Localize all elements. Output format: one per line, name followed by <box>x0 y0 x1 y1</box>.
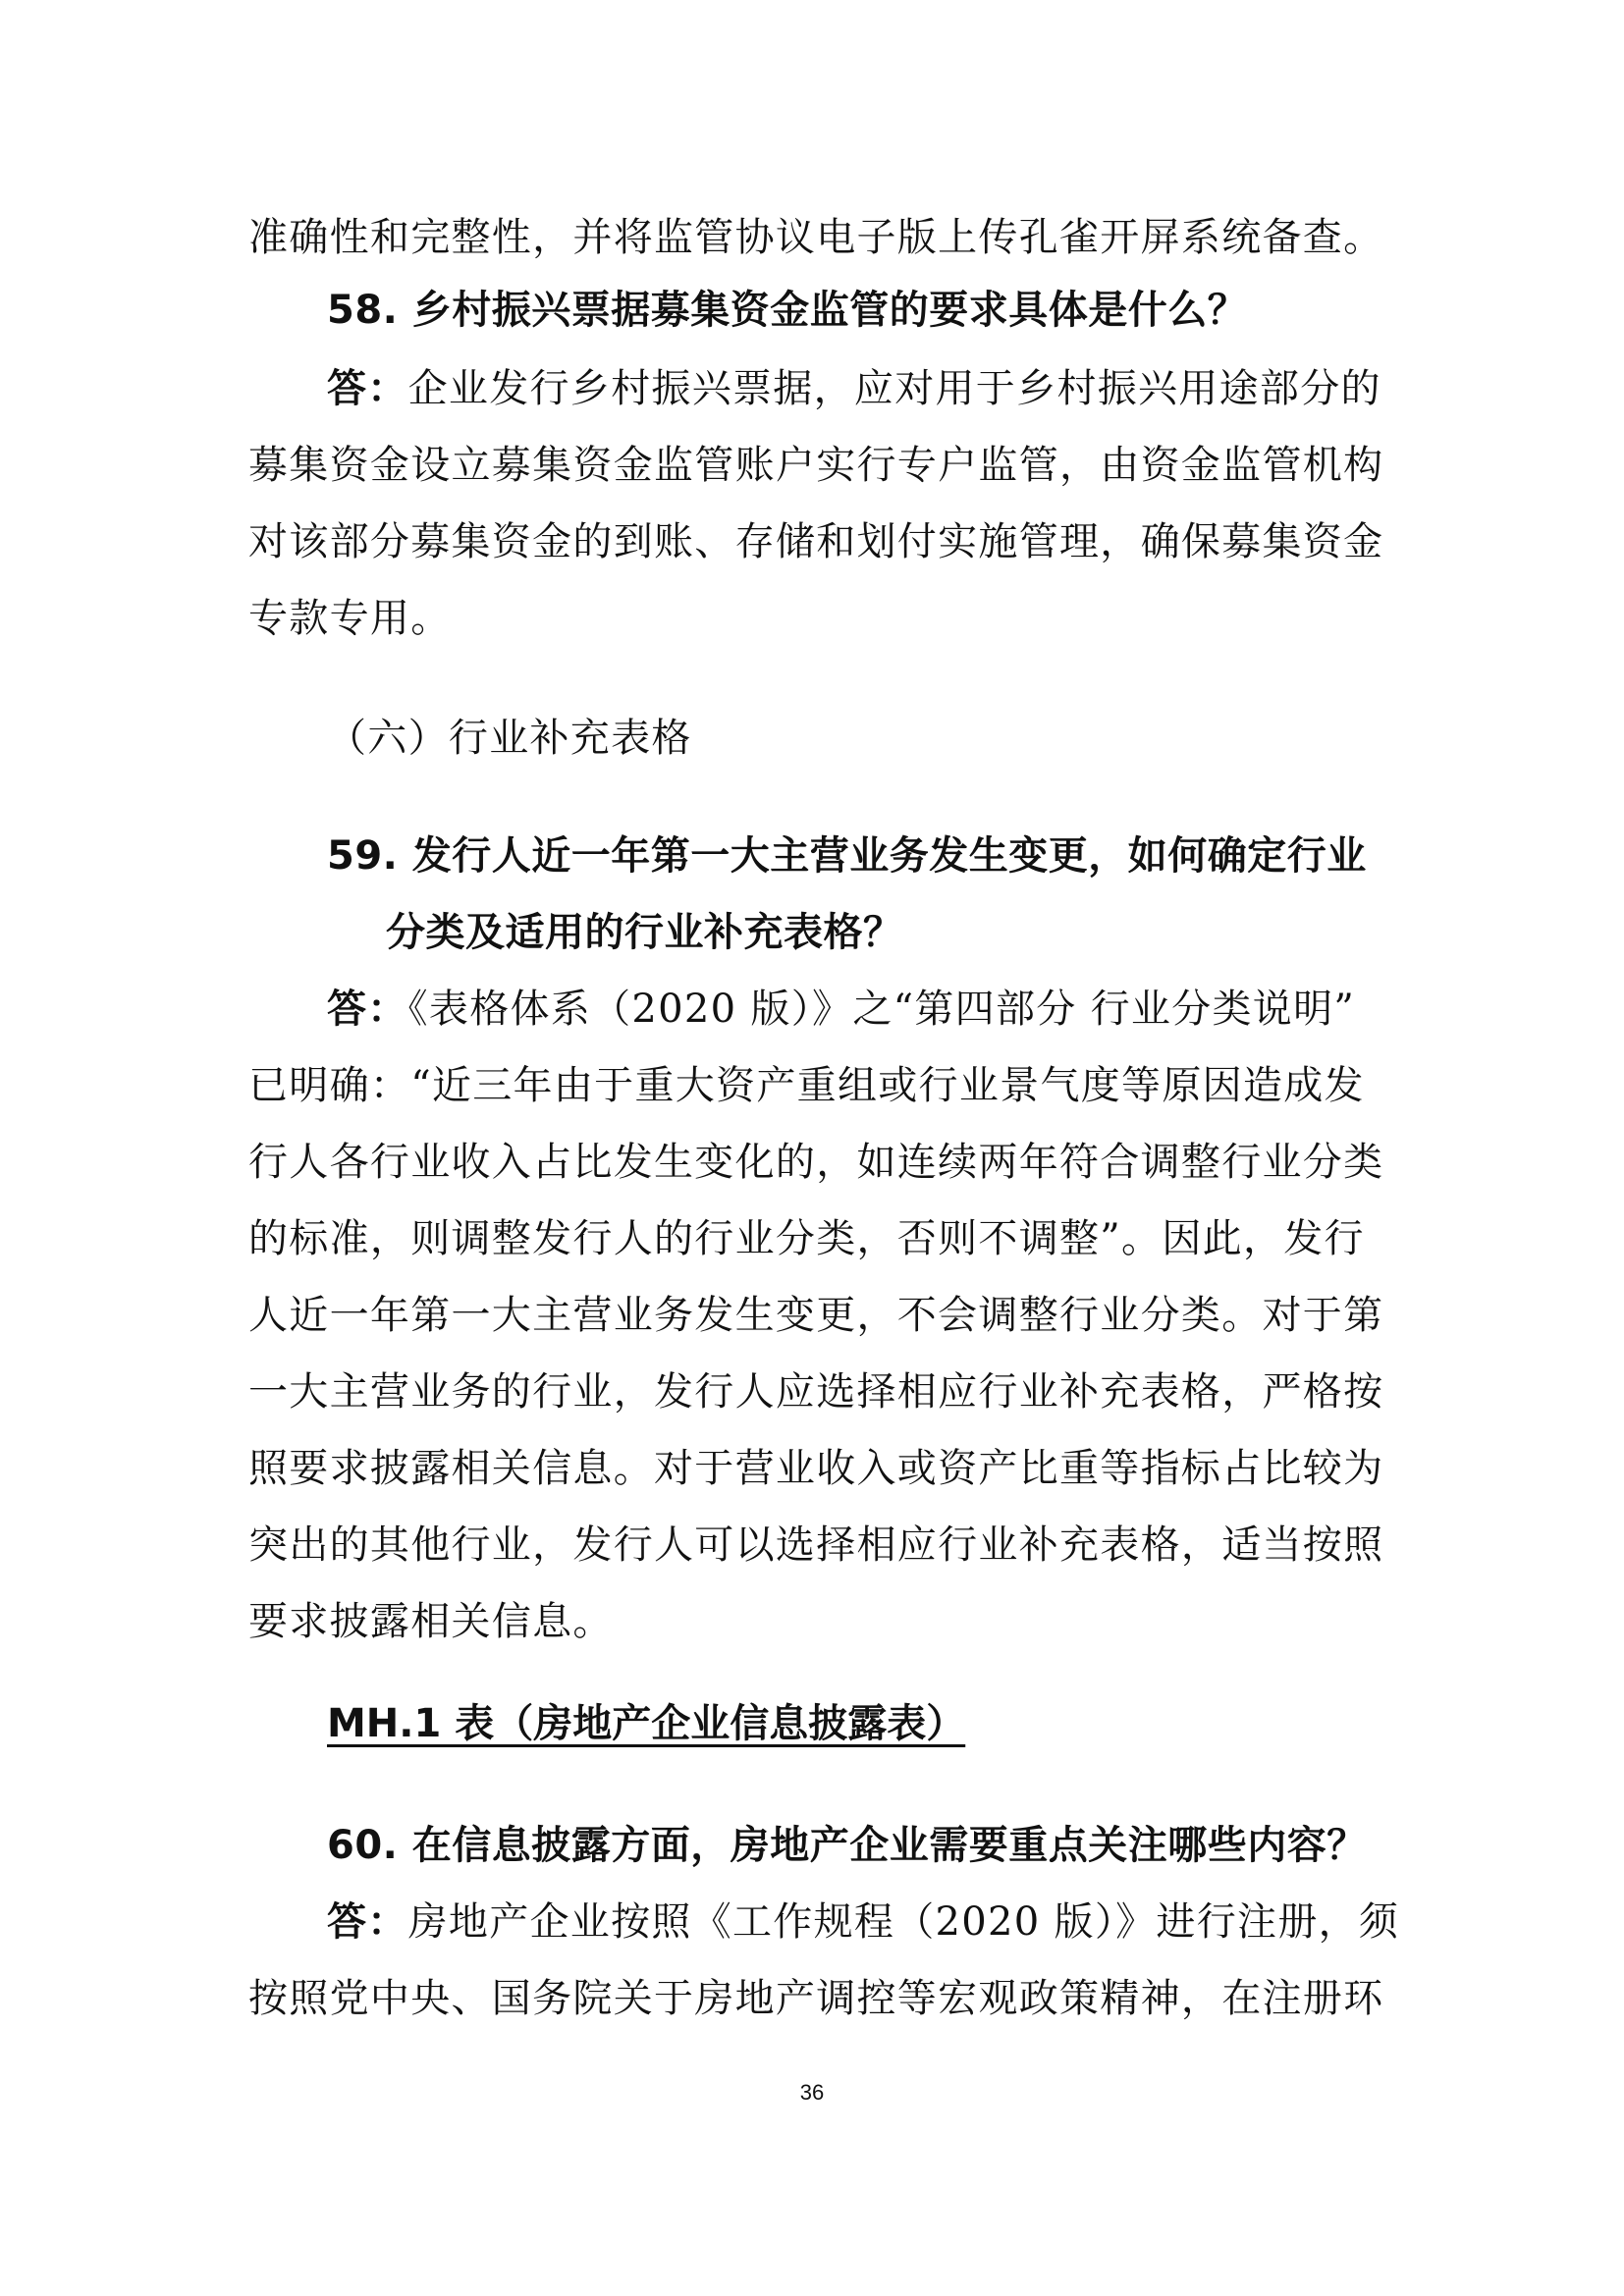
answer-59-line: 已明确：“近三年由于重大资产重组或行业景气度等原因造成发 <box>248 1063 1365 1108</box>
answer-59-line: 一大主营业务的行业，发行人应选择相应行业补充表格，严格按 <box>248 1369 1384 1415</box>
answer-60-line: 按照党中央、国务院关于房地产调控等宏观政策精神，在注册环 <box>248 1976 1384 2021</box>
answer-58-first-line <box>327 361 1387 416</box>
answer-58-line: 募集资金设立募集资金监管账户实行专户监管，由资金监管机构 <box>248 443 1384 488</box>
answer-label: 答： <box>327 987 408 1032</box>
question-58-title: 58. 乡村振兴票据募集资金监管的要求具体是什么？ <box>327 288 1248 333</box>
answer-59-line: 照要求披露相关信息。对于营业收入或资产比重等指标占比较为 <box>248 1446 1384 1491</box>
answer-59-line: 人近一年第一大主营业务发生变更，不会调整行业分类。对于第 <box>248 1293 1384 1338</box>
question-59-title-line-1: 59. 发行人近一年第一大主营业务发生变更，如何确定行业 <box>327 833 1367 879</box>
answer-59-line-text: 《表格体系（2020 版）》之“第四部分 行业分类说明” <box>407 987 1356 1032</box>
question-59-title-line-2: 分类及适用的行业补充表格？ <box>386 910 903 955</box>
answer-58-line-text: 企业发行乡村振兴票据，应对用于乡村振兴用途部分的 <box>407 366 1381 411</box>
page-number: 36 <box>799 2080 825 2105</box>
answer-60-first-line <box>327 1895 1400 1949</box>
section-heading-six: （六）行业补充表格 <box>327 716 692 761</box>
answer-60-line-text: 房地产企业按照《工作规程（2020 版）》进行注册，须 <box>407 1899 1400 1945</box>
answer-59-line: 要求披露相关信息。 <box>248 1599 614 1644</box>
table-heading-mh1: MH.1 表（房地产企业信息披露表） <box>327 1701 966 1746</box>
answer-label: 答： <box>327 366 408 411</box>
answer-58-line: 专款专用。 <box>248 596 452 641</box>
answer-label: 答： <box>327 1899 408 1945</box>
answer-59-first-line <box>327 982 1387 1037</box>
answer-59-line: 突出的其他行业，发行人可以选择相应行业补充表格，适当按照 <box>248 1522 1384 1568</box>
answer-59-line: 行人各行业收入占比发生变化的，如连续两年符合调整行业分类 <box>248 1140 1384 1185</box>
answer-59-line: 的标准，则调整发行人的行业分类，否则不调整”。因此，发行 <box>248 1216 1365 1261</box>
answer-58-line: 对该部分募集资金的到账、存储和划付实施管理，确保募集资金 <box>248 519 1384 564</box>
continued-paragraph: 准确性和完整性，并将监管协议电子版上传孔雀开屏系统备查。 <box>248 215 1384 260</box>
question-60-title: 60. 在信息披露方面，房地产企业需要重点关注哪些内容？ <box>327 1823 1367 1868</box>
